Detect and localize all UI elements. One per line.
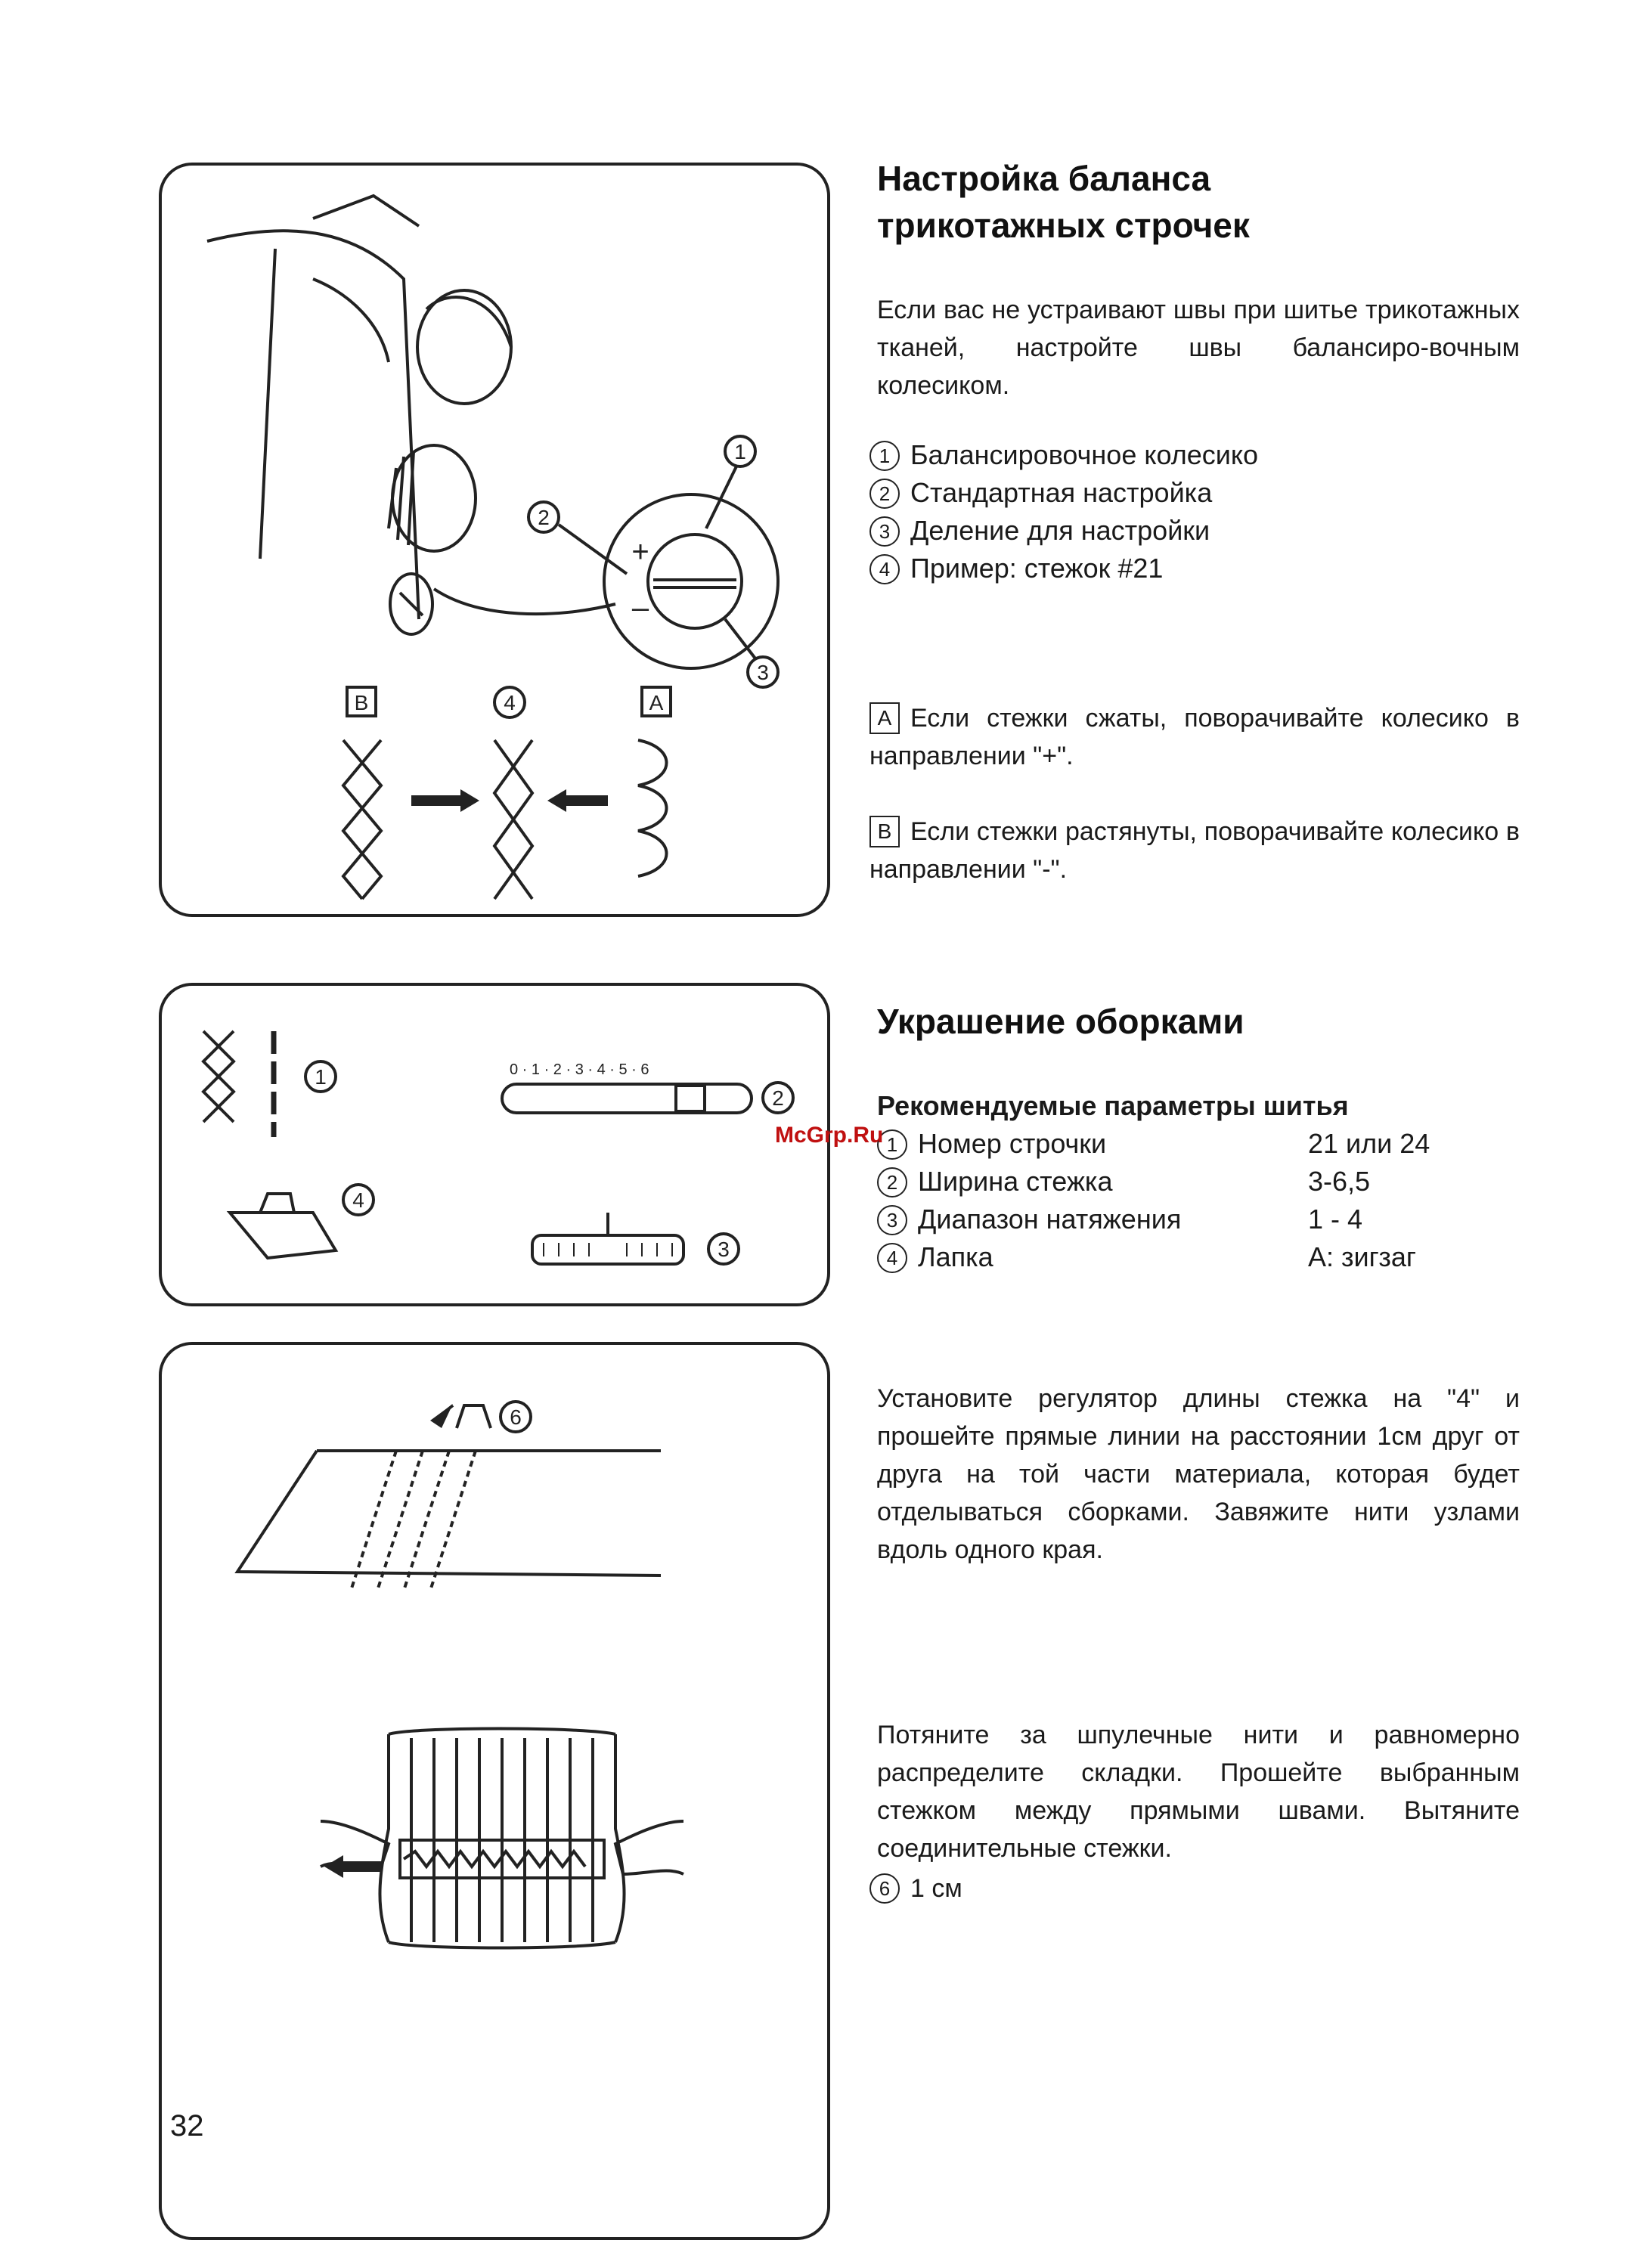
step2-text: Потяните за шпулечные нити и равномерно распределите складки. Прошейте выбранным стежком между прямыми швами. Вытяните соединительные стежки. xyxy=(877,1721,1520,1863)
param-row xyxy=(877,1163,1482,1201)
compressed-stitch-sample xyxy=(343,740,381,899)
legend-num: 2 xyxy=(869,479,900,509)
note-text: 1 см xyxy=(910,1874,962,1903)
param-label: Номер строчки xyxy=(918,1128,1107,1159)
param-row xyxy=(877,1238,1482,1276)
fig2-label-3: 3 xyxy=(718,1238,730,1261)
sewing-params xyxy=(877,1087,1482,1276)
param-num: 4 xyxy=(877,1243,907,1273)
fig1-label-a: A xyxy=(649,691,664,714)
fig2-label-4: 4 xyxy=(352,1188,364,1212)
section1-legend xyxy=(869,436,1258,587)
param-row xyxy=(877,1201,1482,1238)
fig1-label-4: 4 xyxy=(504,691,516,714)
legend-text: Пример: стежок #21 xyxy=(910,553,1164,584)
settings-illustration-panel xyxy=(159,983,830,1306)
param-label: Лапка xyxy=(918,1241,993,1272)
fig2-label-1: 1 xyxy=(315,1065,327,1089)
legend-num: 4 xyxy=(869,554,900,584)
case-a-text: Если стежки сжаты, поворачивайте колесико в направлении "+". xyxy=(869,704,1520,770)
section1-title-line1: Настройка баланса xyxy=(877,159,1211,198)
smocking-illustration-panel xyxy=(159,1342,830,2240)
balance-wheel-illustration xyxy=(162,166,827,914)
legend-text: Балансировочное колесико xyxy=(910,439,1259,470)
fig1-label-1: 1 xyxy=(734,440,746,463)
param-value: A: зигзаг xyxy=(1308,1241,1417,1272)
width-scale-text: 0 · 1 · 2 · 3 · 4 · 5 · 6 xyxy=(510,1061,649,1078)
smocking-illustration xyxy=(162,1345,827,2237)
minus-sign: – xyxy=(631,591,649,624)
param-value: 1 - 4 xyxy=(1308,1204,1363,1235)
legend-item xyxy=(869,550,1258,587)
page-number: 32 xyxy=(170,2109,204,2143)
case-a-paragraph xyxy=(869,699,1520,775)
case-a-label: A xyxy=(869,702,900,734)
section1-title xyxy=(877,155,1558,249)
legend-num: 1 xyxy=(869,441,900,471)
watermark: McGrp.Ru xyxy=(775,1123,884,1148)
balance-illustration-panel xyxy=(159,163,830,917)
param-num: 2 xyxy=(877,1167,907,1198)
plus-sign: + xyxy=(631,535,649,569)
legend-text: Деление для настройки xyxy=(910,515,1210,546)
params-title: Рекомендуемые параметры шитья xyxy=(877,1090,1349,1121)
section1-intro: Если вас не устраивают швы при шитье трикотажных тканей, настройте швы балансиро-вочным колесиком. xyxy=(877,296,1520,400)
legend-text: Стандартная настройка xyxy=(910,477,1213,508)
param-label: Ширина стежка xyxy=(918,1166,1113,1197)
section2-title: Украшение оборками xyxy=(877,1002,1244,1041)
param-num: 3 xyxy=(877,1205,907,1235)
param-row xyxy=(877,1125,1482,1163)
legend-item xyxy=(869,512,1258,550)
fig1-label-2: 2 xyxy=(538,506,550,529)
step1-text: Установите регулятор длины стежка на "4" и прошейте прямые линии на расстоянии 1см друг от друга на той части материала, которая будет отделываться сборками. Завяжите нити узлами вдоль одного края. xyxy=(877,1384,1520,1564)
legend-item xyxy=(869,436,1258,474)
param-value: 3-6,5 xyxy=(1308,1166,1371,1197)
stretched-stitch-sample xyxy=(638,740,667,876)
correct-stitch-sample xyxy=(494,740,532,899)
fig1-label-b: B xyxy=(354,691,369,714)
case-b-paragraph xyxy=(869,813,1520,888)
param-label: Диапазон натяжения xyxy=(918,1204,1182,1235)
fig3-label-6: 6 xyxy=(510,1405,522,1429)
fig1-label-3: 3 xyxy=(757,661,769,684)
section1-title-line2: трикотажных строчек xyxy=(877,206,1250,245)
settings-illustration xyxy=(162,986,827,1303)
case-b-label: B xyxy=(869,816,900,847)
legend-item xyxy=(869,474,1258,512)
fig2-label-2: 2 xyxy=(772,1086,784,1110)
legend-num: 3 xyxy=(869,516,900,547)
note-item xyxy=(869,1870,962,1907)
note-num: 6 xyxy=(869,1873,900,1904)
param-value: 21 или 24 xyxy=(1308,1128,1430,1159)
param-num: 1 xyxy=(877,1129,907,1160)
case-b-text: Если стежки растянуты, поворачивайте колесико в направлении "-". xyxy=(869,817,1520,884)
